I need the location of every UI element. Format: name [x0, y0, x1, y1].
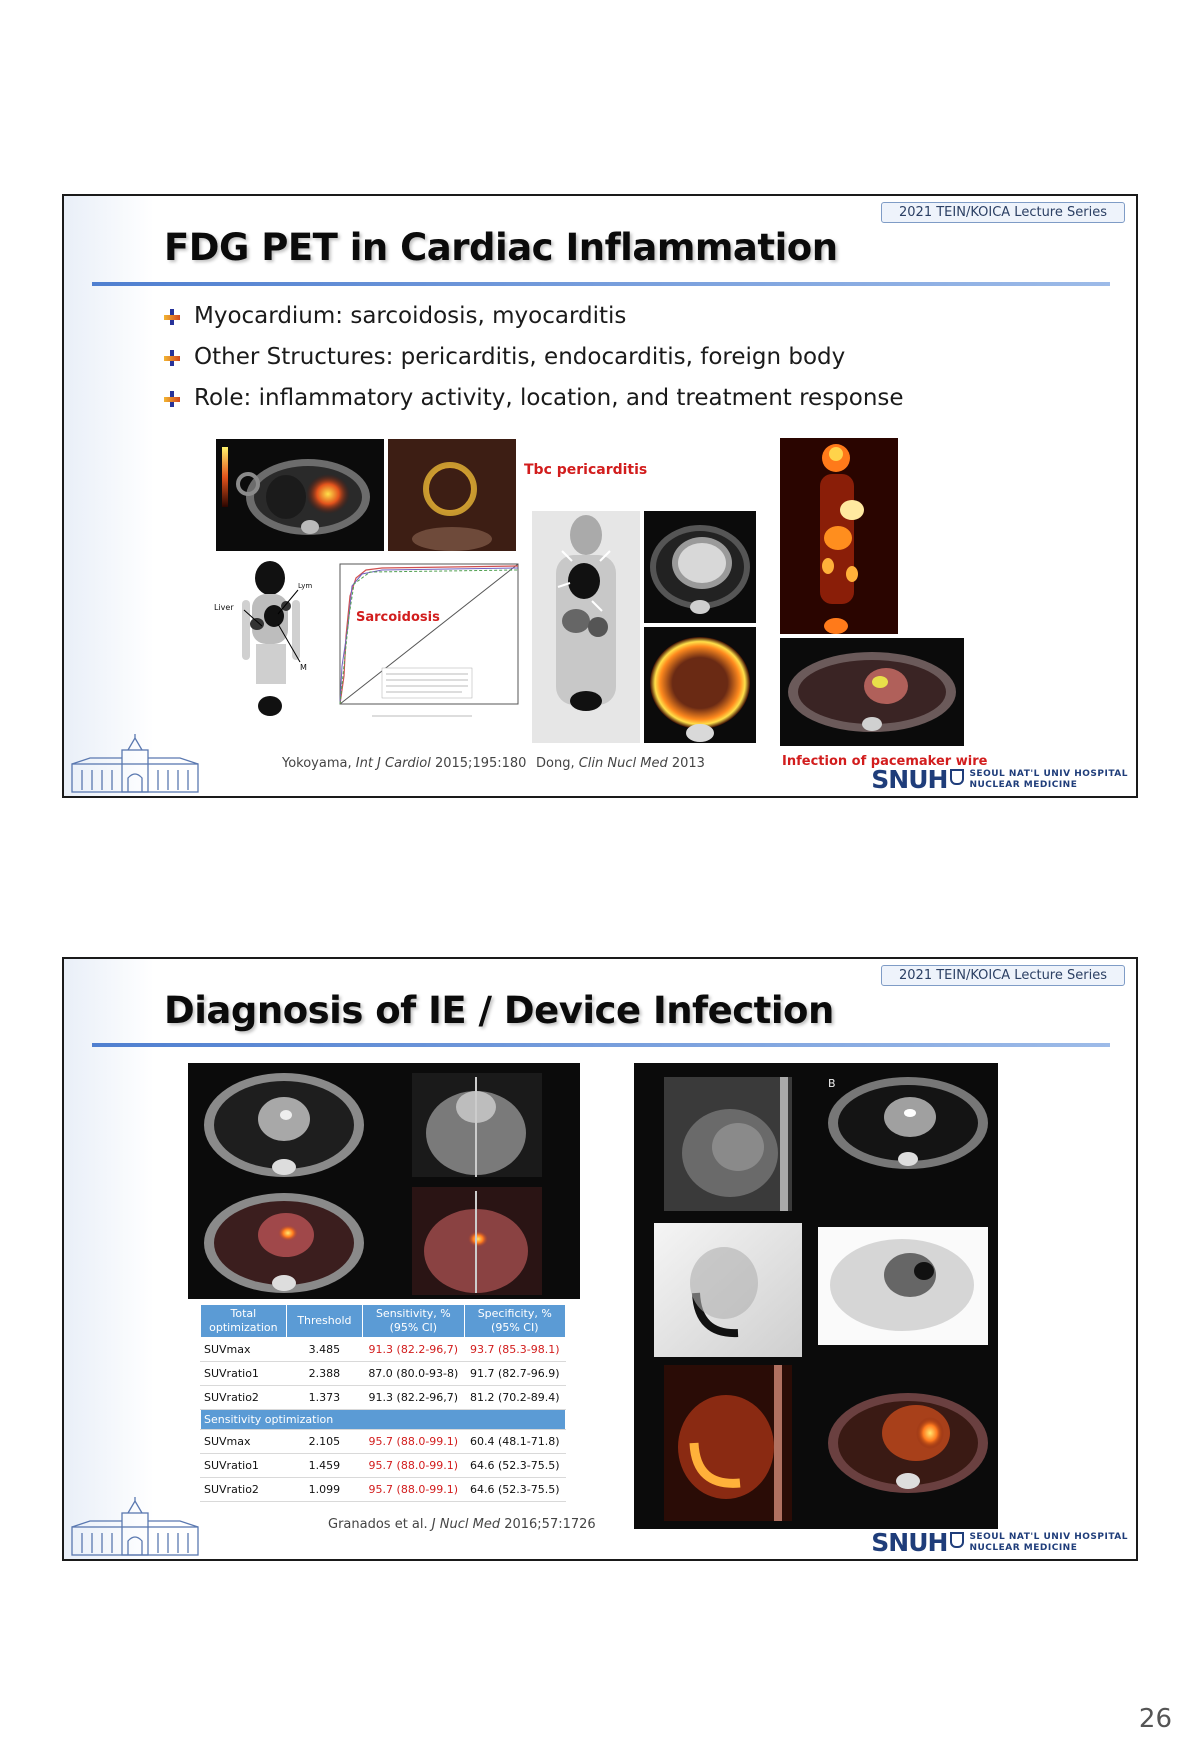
citation-authors: Dong, [536, 756, 579, 771]
table-cell: SUVratio2 [201, 1478, 287, 1502]
table-cell: SUVmax [201, 1430, 287, 1454]
citation-journal: Int J Cardiol [355, 756, 431, 771]
table-row [201, 1430, 566, 1454]
slide-ie-device-infection [62, 957, 1138, 1561]
pet-short-axis-image [388, 439, 516, 551]
column-header: Total optimization [201, 1305, 287, 1338]
tbc-pet-ct-image [644, 627, 756, 743]
citation-details: 2016;57:1726 [500, 1517, 596, 1532]
title-underline [92, 1043, 1110, 1047]
citation-details: 2013 [667, 756, 705, 771]
lym-label: Lym [298, 582, 313, 590]
table-cell: SUVratio1 [201, 1362, 287, 1386]
table-row [201, 1386, 566, 1410]
table-cell: 81.2 (70.2-89.4) [464, 1386, 565, 1410]
shield-icon [950, 769, 964, 785]
bullet-item [164, 378, 904, 419]
shield-icon [950, 1532, 964, 1548]
citation-dong [536, 756, 705, 771]
table-cell: 3.485 [286, 1338, 362, 1362]
column-header: Specificity, % (95% CI) [464, 1305, 565, 1338]
table-row [201, 1362, 566, 1386]
sarcoidosis-label: Sarcoidosis [356, 610, 440, 625]
bullet-icon [164, 391, 180, 407]
tbc-pericarditis-label: Tbc pericarditis [524, 462, 648, 478]
pet-ct-axial-image [216, 439, 384, 551]
table-cell: 87.0 (80.0-93-8) [363, 1362, 464, 1386]
lecture-series-badge: 2021 TEIN/KOICA Lecture Series [881, 965, 1125, 986]
snuh-logo [871, 765, 1128, 794]
department-name: NUCLEAR MEDICINE [969, 779, 1078, 790]
table-cell: 1.459 [286, 1454, 362, 1478]
snuh-logo [871, 1528, 1128, 1557]
bullet-item [164, 296, 904, 337]
table-cell: SUVmax [201, 1338, 287, 1362]
tbc-mip-image [532, 511, 640, 743]
pacemaker-infection-label: Infection of pacemaker wire [782, 754, 988, 769]
ct-pet-fusion-panel [188, 1063, 580, 1299]
citation-journal: Clin Nucl Med [578, 756, 668, 771]
liver-label: Liver [214, 603, 234, 612]
lecture-series-badge: 2021 TEIN/KOICA Lecture Series [881, 202, 1125, 223]
citation-granados [328, 1517, 596, 1532]
table-cell: SUVratio2 [201, 1386, 287, 1410]
table-row [201, 1454, 566, 1478]
table-cell: 2.388 [286, 1362, 362, 1386]
whole-body-mip-image [212, 556, 322, 724]
table-cell: 91.7 (82.7-96.9) [464, 1362, 565, 1386]
table-cell: 2.105 [286, 1430, 362, 1454]
hospital-name: SEOUL NAT'L UNIV HOSPITAL [969, 1531, 1128, 1542]
table-cell: 64.6 (52.3-75.5) [464, 1478, 565, 1502]
table-cell: 64.6 (52.3-75.5) [464, 1454, 565, 1478]
table-cell: 1.099 [286, 1478, 362, 1502]
table-cell: 1.373 [286, 1386, 362, 1410]
table-cell: 91.3 (82.2-96,7) [363, 1338, 464, 1362]
diagnostic-performance-table [200, 1304, 566, 1502]
table-cell: 95.7 (88.0-99.1) [363, 1478, 464, 1502]
bullet-list [164, 296, 904, 419]
pacemaker-pet-ct-image [780, 638, 964, 746]
snuh-wordmark: SNUH [871, 1528, 948, 1557]
citation-journal: J Nucl Med [431, 1517, 501, 1532]
hospital-building-logo [70, 1497, 200, 1557]
slide-cardiac-inflammation [62, 194, 1138, 798]
hospital-building-logo [70, 734, 200, 794]
title-underline [92, 282, 1110, 286]
slide-title: FDG PET in Cardiac Inflammation [164, 226, 838, 269]
table-subheader-row [201, 1410, 566, 1430]
column-header: Threshold [286, 1305, 362, 1338]
table-cell: 93.7 (85.3-98.1) [464, 1338, 565, 1362]
bullet-item [164, 337, 904, 378]
snuh-wordmark: SNUH [871, 765, 948, 794]
table-cell: 95.7 (88.0-99.1) [363, 1430, 464, 1454]
citation-yokoyama [282, 756, 526, 771]
citation-details: 2015;195:180 [430, 756, 527, 771]
table-cell: 60.4 (48.1-71.8) [464, 1430, 565, 1454]
bullet-icon [164, 309, 180, 325]
table-subheader: Sensitivity optimization [201, 1410, 566, 1430]
pacemaker-mip-image [780, 438, 898, 634]
page-number: 26 [1138, 1704, 1172, 1734]
device-infection-image-panel [634, 1063, 998, 1529]
panel-b-label: B [828, 1077, 836, 1090]
bullet-icon [164, 350, 180, 366]
table-header-row [201, 1305, 566, 1338]
tbc-ct-image [644, 511, 756, 623]
department-name: NUCLEAR MEDICINE [969, 1542, 1078, 1553]
table-cell: 91.3 (82.2-96,7) [363, 1386, 464, 1410]
roc-curve-image [322, 556, 522, 724]
table-cell: SUVratio1 [201, 1454, 287, 1478]
hospital-name: SEOUL NAT'L UNIV HOSPITAL [969, 768, 1128, 779]
bullet-text: Other Structures: pericarditis, endocarditis, foreign body [194, 344, 846, 370]
bullet-text: Myocardium: sarcoidosis, myocarditis [194, 303, 627, 329]
bullet-text: Role: inflammatory activity, location, and treatment response [194, 385, 904, 411]
table-cell: 95.7 (88.0-99.1) [363, 1454, 464, 1478]
slide-title: Diagnosis of IE / Device Infection [164, 989, 834, 1032]
table-row [201, 1478, 566, 1502]
m-label: M [300, 663, 307, 672]
citation-authors: Granados et al. [328, 1517, 432, 1532]
table-row [201, 1338, 566, 1362]
column-header: Sensitivity, % (95% CI) [363, 1305, 464, 1338]
citation-authors: Yokoyama, [282, 756, 356, 771]
